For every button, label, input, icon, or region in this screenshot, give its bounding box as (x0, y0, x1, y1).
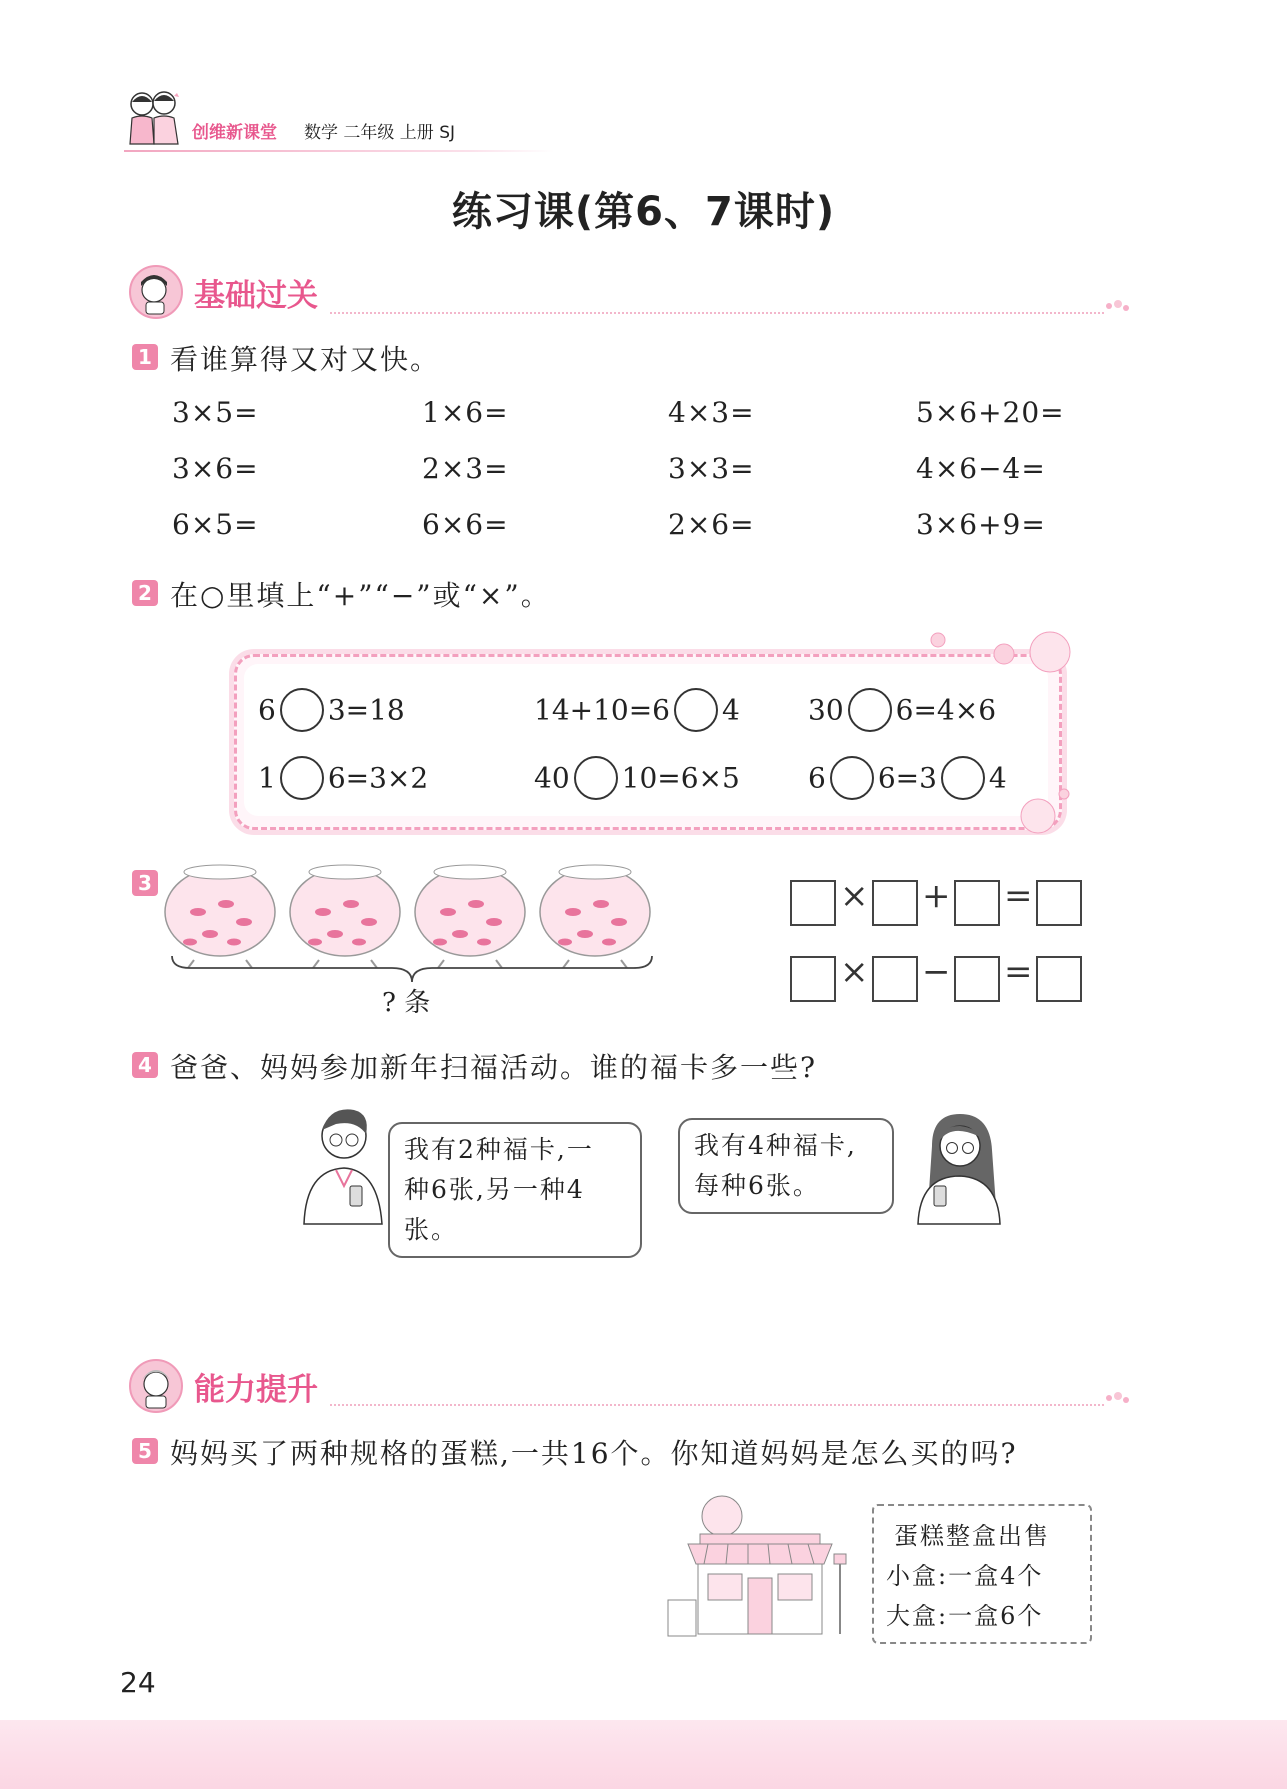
question-number-5: 5 (132, 1438, 158, 1464)
footer-band (0, 1720, 1287, 1789)
q2-item-3-right: 6=4×6 (895, 693, 997, 727)
fish-bowl-icon (415, 865, 525, 968)
dad-speech-line-1: 我有2种福卡,一 (404, 1135, 594, 1164)
girl-avatar-icon (128, 264, 184, 320)
q2-item-5-right: 10=6×5 (621, 761, 740, 795)
grandma-avatar-icon (128, 1358, 184, 1414)
q2-answer-circle[interactable] (280, 688, 324, 732)
q1-expr-r1c1: 3×5= (172, 396, 259, 429)
header-book-info: 数学 二年级 上册 SJ (304, 123, 456, 143)
question-number-2: 2 (132, 580, 158, 606)
q2-item-5-left: 40 (534, 761, 570, 795)
q2-item-6-mid: 6=3 (877, 761, 937, 795)
dad-speech-bubble (388, 1122, 642, 1258)
section-basic-divider (330, 312, 1104, 314)
cake-price-sign (872, 1504, 1092, 1644)
dad-speech-line-2: 种6张,另一种4张。 (404, 1175, 585, 1244)
dad-character-icon (296, 1100, 386, 1226)
fish-bowl-icon (290, 865, 400, 968)
section-advanced-divider (330, 1404, 1104, 1406)
q1-expr-r1c4: 5×6+20= (916, 396, 1065, 429)
q4-question: 爸爸、妈妈参加新年扫福活动。谁的福卡多一些? (170, 1051, 818, 1084)
sign-small-box: 小盒:一盒4个 (886, 1562, 1044, 1590)
q2-item-2-right: 4 (722, 693, 740, 727)
mom-character-icon (912, 1106, 1004, 1226)
bubbles-decor-bottom-icon (1016, 788, 1076, 840)
q2-item-4-left: 1 (258, 761, 276, 795)
q1-expr-r2c4: 4×6−4= (916, 452, 1046, 485)
curly-brace-icon (170, 954, 654, 984)
section-advanced-title: 能力提升 (194, 1372, 318, 1408)
q1-expr-r2c1: 3×6= (172, 452, 259, 485)
minus-sign: − (922, 952, 951, 992)
q1-instruction: 看谁算得又对又快。 (170, 343, 441, 376)
q2-item-1-left: 6 (258, 693, 276, 727)
q2-item-3-left: 30 (808, 693, 844, 727)
q1-expr-r3c2: 6×6= (422, 508, 509, 541)
decor-dots-icon (1104, 299, 1130, 313)
fish-bowl-icon (540, 865, 650, 968)
q1-expr-r2c3: 3×3= (668, 452, 755, 485)
q2-item-1 (258, 688, 405, 732)
q1-expr-r3c3: 2×6= (668, 508, 755, 541)
fish-bowl-icon (165, 865, 275, 968)
kids-logo-icon (124, 88, 184, 150)
answer-box[interactable] (1036, 880, 1082, 926)
mom-speech-line-1: 我有4种福卡, (694, 1131, 857, 1160)
page-title: 练习课(第6、7课时) (451, 189, 836, 235)
equals-sign: = (1004, 876, 1033, 916)
answer-box[interactable] (1036, 956, 1082, 1002)
q2-item-2 (534, 688, 740, 732)
header-underline (124, 150, 554, 152)
q2-answer-circle[interactable] (941, 756, 985, 800)
q2-answer-circle[interactable] (574, 756, 618, 800)
q2-item-6-right: 4 (988, 761, 1007, 795)
q3-caption: ? 条 (382, 988, 431, 1018)
plus-sign: + (922, 876, 951, 916)
question-number-1: 1 (132, 344, 158, 370)
question-number-4: 4 (132, 1052, 158, 1078)
page-number: 24 (120, 1666, 156, 1699)
answer-box[interactable] (954, 880, 1000, 926)
q2-instruction: 在○里填上“+”“−”或“×”。 (170, 579, 551, 612)
q5-question: 妈妈买了两种规格的蛋糕,一共16个。你知道妈妈是怎么买的吗? (170, 1437, 1018, 1470)
answer-box[interactable] (872, 880, 918, 926)
q2-answer-circle[interactable] (280, 756, 324, 800)
q2-item-1-right: 3=18 (327, 693, 405, 727)
brand-name: 创维新课堂 (192, 123, 277, 143)
equals-sign: = (1004, 952, 1033, 992)
q2-item-4 (258, 756, 428, 800)
answer-box[interactable] (954, 956, 1000, 1002)
times-sign: × (840, 876, 869, 916)
answer-box[interactable] (872, 956, 918, 1002)
mom-speech-bubble (678, 1118, 894, 1214)
q1-expr-r2c2: 2×3= (422, 452, 509, 485)
sign-big-box: 大盒:一盒6个 (886, 1602, 1044, 1630)
q2-item-6 (808, 756, 1007, 800)
sign-title: 蛋糕整盒出售 (894, 1522, 1050, 1550)
decor-dots-icon (1104, 1391, 1130, 1405)
cake-shop-illustration (664, 1492, 854, 1642)
q2-item-6-left: 6 (808, 761, 826, 795)
mom-speech-line-2: 每种6张。 (694, 1171, 820, 1200)
times-sign: × (840, 952, 869, 992)
question-number-3: 3 (132, 870, 158, 896)
q1-expr-r3c1: 6×5= (172, 508, 259, 541)
answer-box[interactable] (790, 956, 836, 1002)
q2-answer-circle[interactable] (674, 688, 718, 732)
q1-expr-r3c4: 3×6+9= (916, 508, 1046, 541)
q1-expr-r1c3: 4×3= (668, 396, 755, 429)
q2-item-2-left: 14+10=6 (534, 693, 670, 727)
q2-answer-circle[interactable] (830, 756, 874, 800)
q2-item-3 (808, 688, 996, 732)
q2-item-5 (534, 756, 740, 800)
bubbles-decor-icon (924, 626, 1074, 686)
q1-expr-r1c2: 1×6= (422, 396, 509, 429)
answer-box[interactable] (790, 880, 836, 926)
section-basic-title: 基础过关 (194, 278, 318, 314)
q2-answer-circle[interactable] (848, 688, 892, 732)
q2-item-4-right: 6=3×2 (327, 761, 429, 795)
